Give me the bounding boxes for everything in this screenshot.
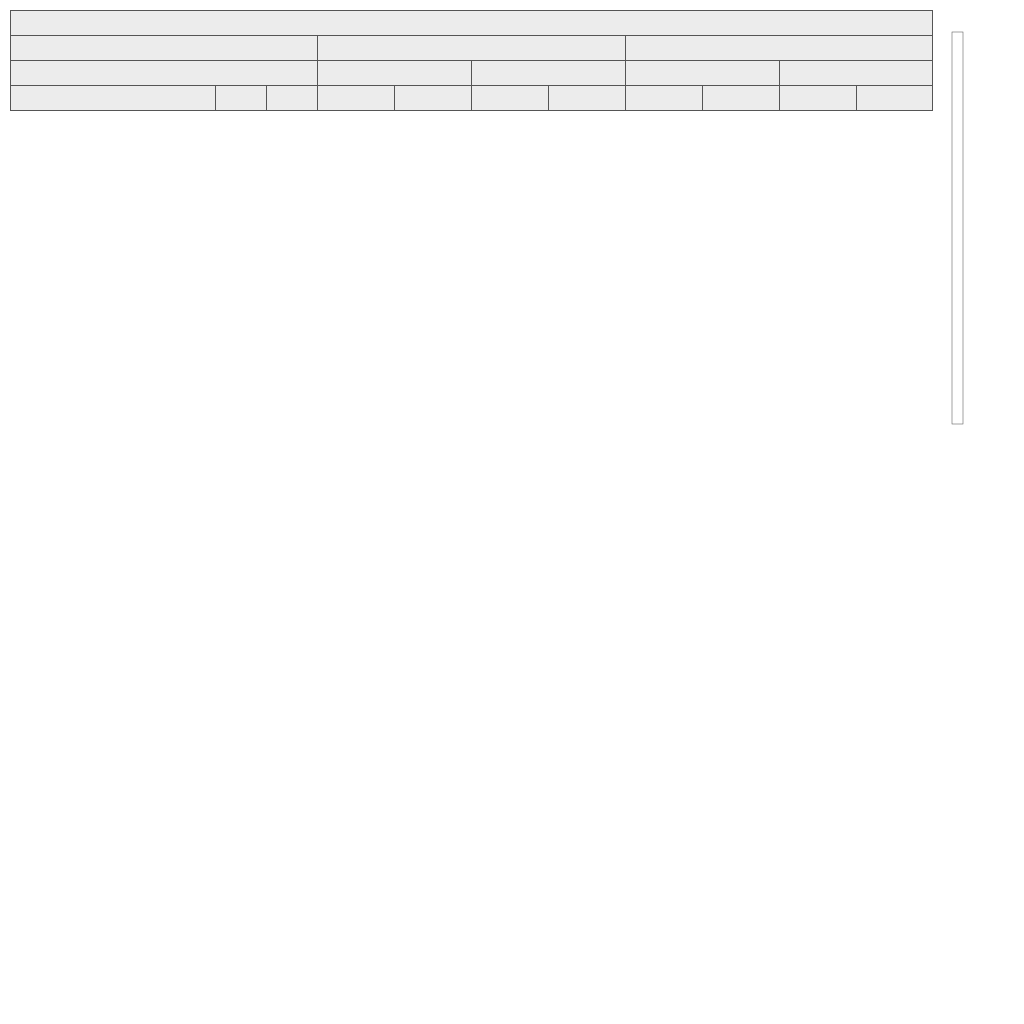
sd-low-oblique1-header <box>626 86 703 111</box>
id-header <box>216 86 267 111</box>
title-row <box>11 11 933 36</box>
sd-high-oblique1-header <box>780 86 857 111</box>
colorbar <box>940 20 1010 440</box>
freq-header <box>267 86 318 111</box>
colorbar-gradient <box>952 32 963 424</box>
date-range <box>11 36 318 61</box>
group-header-row <box>11 36 933 61</box>
column-header-row <box>11 86 933 111</box>
avg-low-mode-header <box>318 61 472 86</box>
sd-high-oblique2-header <box>857 86 933 111</box>
avg-low-oblique2-header <box>395 86 472 111</box>
sd-low-oblique2-header <box>703 86 780 111</box>
sd-high-mode-header <box>780 61 933 86</box>
table-title <box>11 11 933 36</box>
avg-low-oblique1-header <box>318 86 395 111</box>
avg-high-oblique2-header <box>549 86 626 111</box>
avg-high-mode-header <box>472 61 626 86</box>
sd-low-mode-header <box>626 61 780 86</box>
city-state-header <box>11 86 216 111</box>
average-header <box>318 36 626 61</box>
avg-high-oblique1-header <box>472 86 549 111</box>
mode-header-row <box>11 61 933 86</box>
std-dev-header <box>626 36 933 61</box>
statistics-table <box>10 10 933 111</box>
site-info-header <box>11 61 318 86</box>
